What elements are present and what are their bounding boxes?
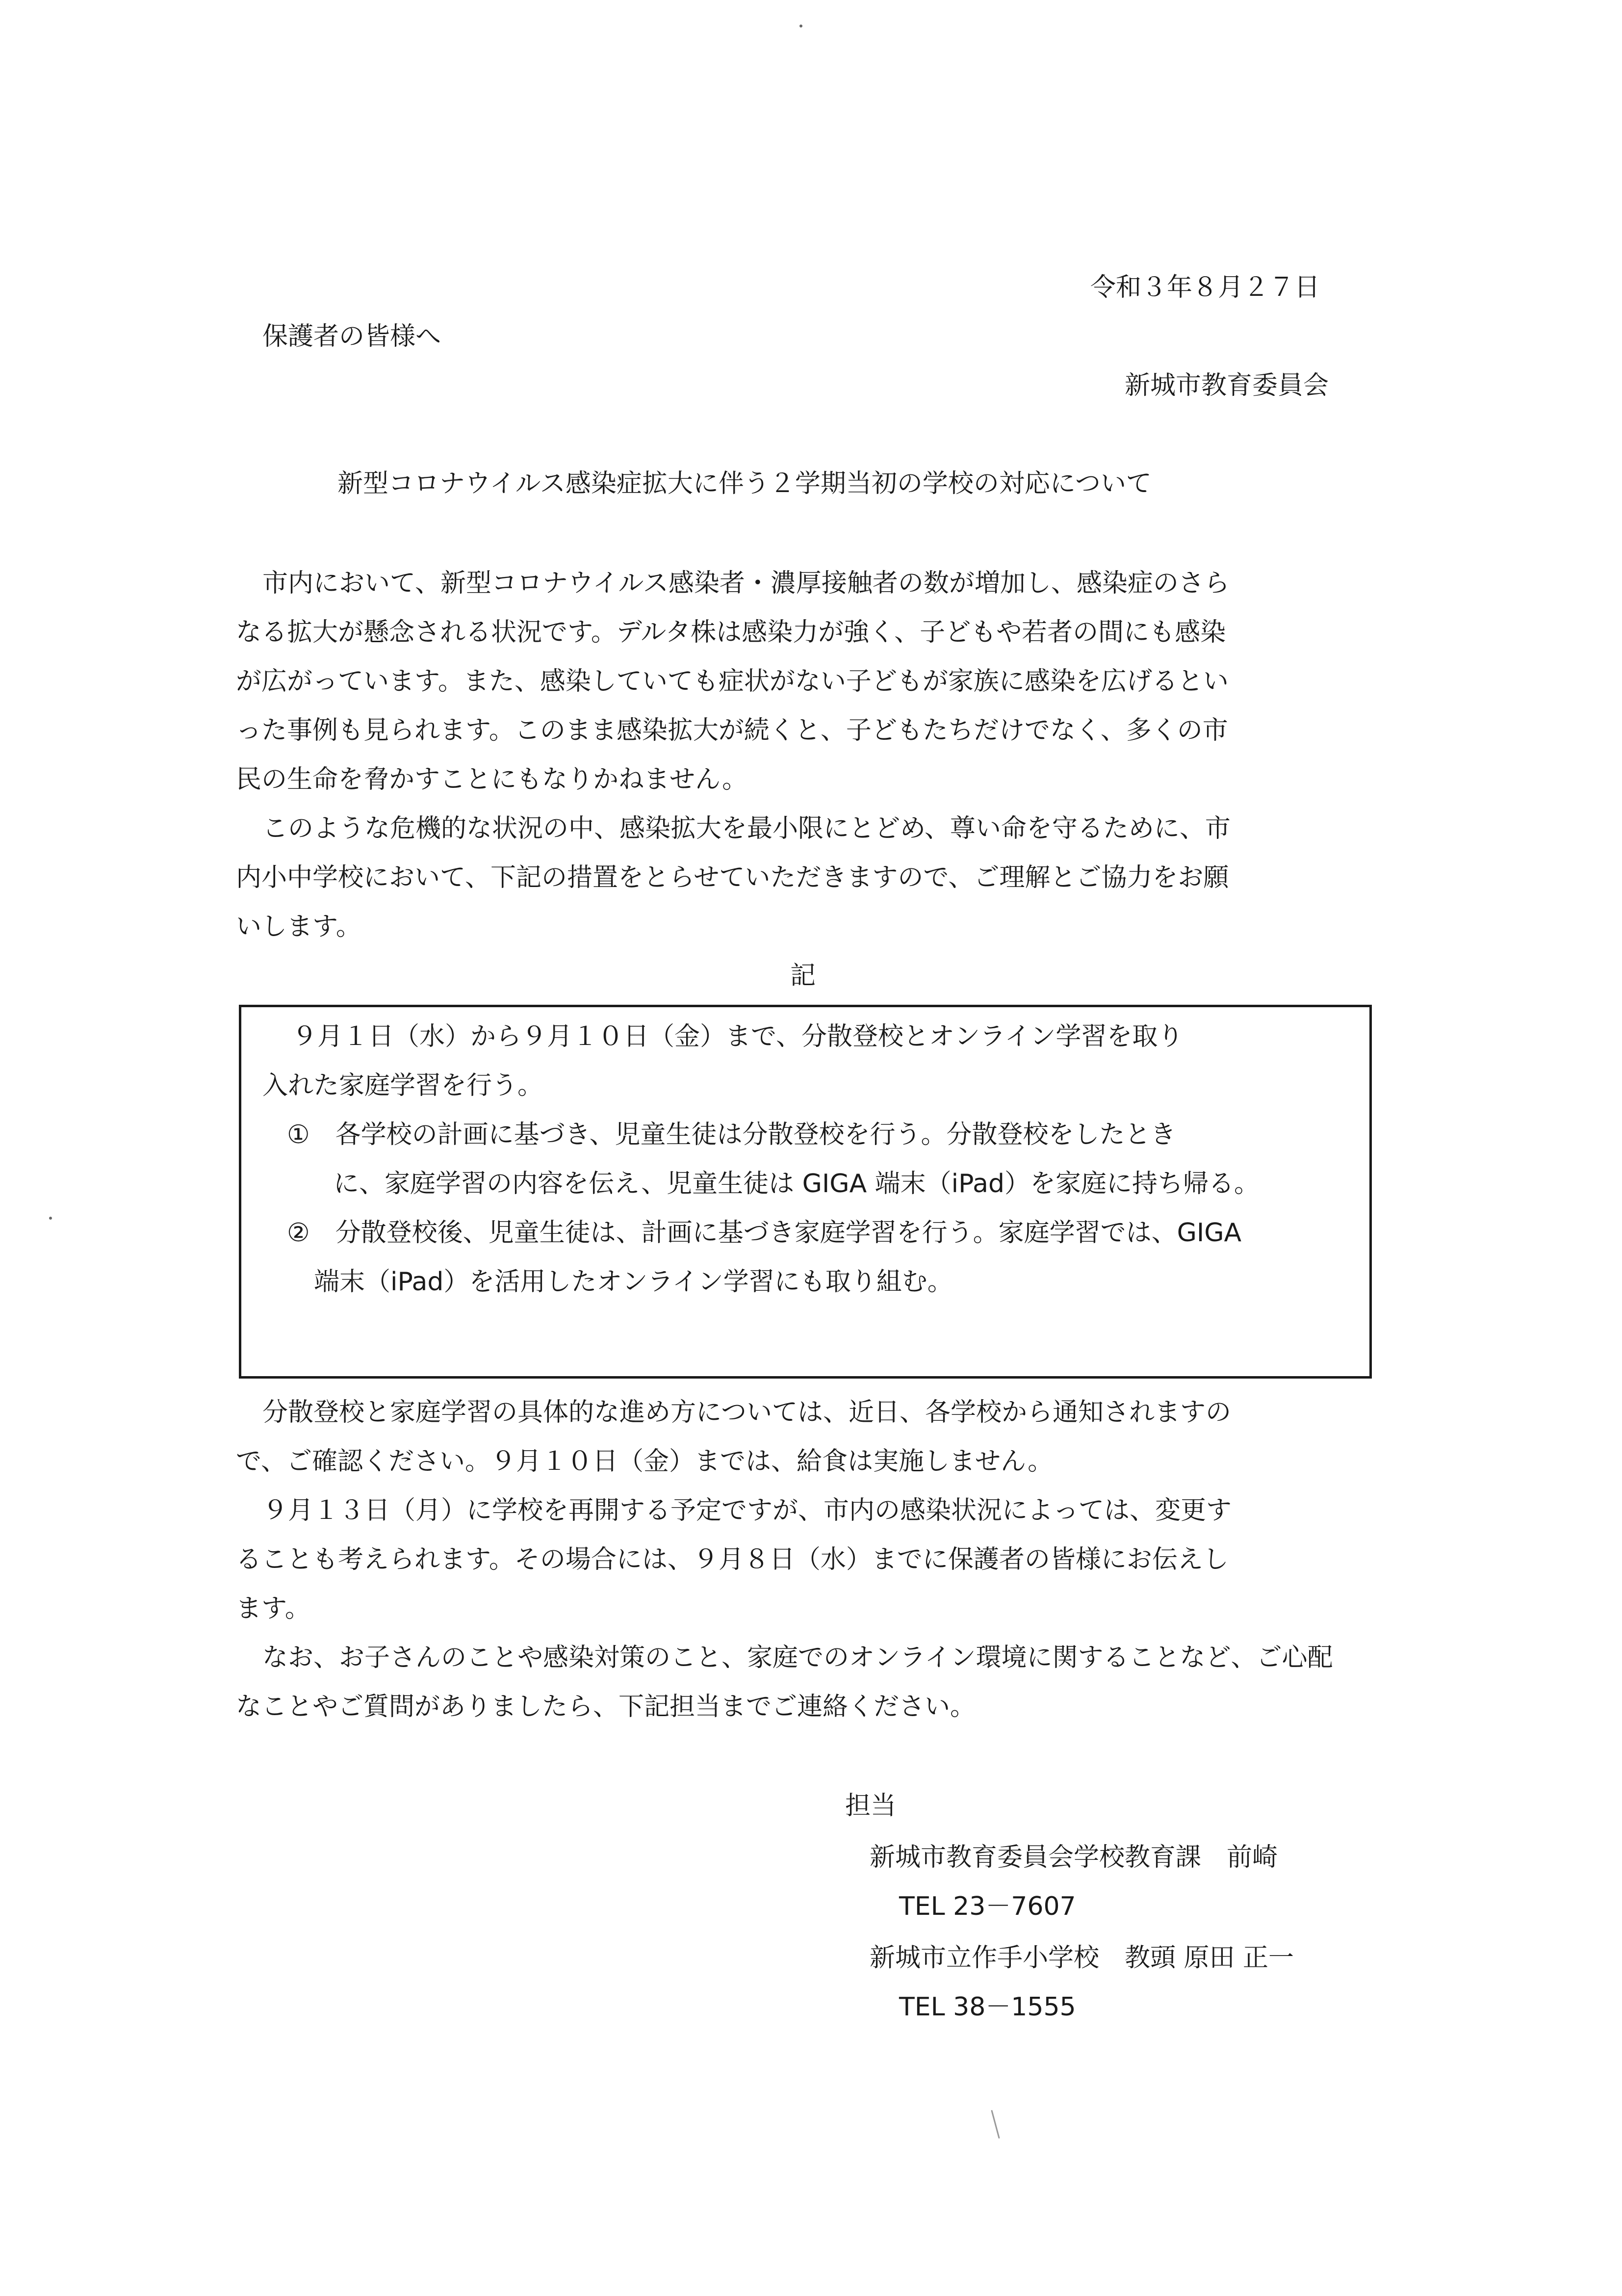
measures-line: 入れた家庭学習を行う。	[262, 1071, 543, 1100]
document-date: 令和３年８月２７日	[1090, 273, 1320, 302]
body-line: で、ご確認ください。９月１０日（金）までは、給食は実施しません。	[236, 1447, 1054, 1476]
intro-line: 市内において、新型コロナウイルス感染者・濃厚接触者の数が増加し、感染症のさら	[262, 569, 1230, 598]
sender-organization: 新城市教育委員会	[1125, 371, 1329, 400]
scan-mark	[991, 2110, 1000, 2139]
body-line: 分散登校と家庭学習の具体的な進め方については、近日、各学校から通知されますの	[262, 1398, 1231, 1427]
contact-heading: 担当	[845, 1791, 897, 1821]
contact-tel-2: TEL 38－1555	[899, 1992, 1076, 2022]
body-line: なことやご質問がありましたら、下記担当までご連絡ください。	[236, 1692, 976, 1722]
intro-line: 民の生命を脅かすことにもなりかねません。	[236, 765, 748, 794]
measures-line: ９月１日（水）から９月１０日（金）まで、分散登校とオンライン学習を取り	[292, 1022, 1184, 1051]
body-line: ９月１３日（月）に学校を再開する予定ですが、市内の感染状況によっては、変更す	[262, 1496, 1232, 1525]
body-line: なお、お子さんのことや感染対策のこと、家庭でのオンライン環境に関することなど、ご心配	[262, 1643, 1333, 1672]
recipient-line: 保護者の皆様へ	[262, 322, 441, 351]
contact-office-2: 新城市立作手小学校 教頭 原田 正一	[870, 1943, 1294, 1973]
measures-item-2: ② 分散登校後、児童生徒は、計画に基づき家庭学習を行う。家庭学習では、GIGA	[287, 1218, 1242, 1248]
intro-line: が広がっています。また、感染していても症状がない子どもが家族に感染を広げるとい	[236, 667, 1229, 696]
body-line: ます。	[236, 1594, 310, 1623]
intro-line: このような危機的な状況の中、感染拡大を最小限にとどめ、尊い命を守るために、市	[262, 814, 1231, 843]
intro-line: なる拡大が懸念される状況です。デルタ株は感染力が強く、子どもや若者の間にも感染	[236, 618, 1226, 647]
measures-item-1-cont: に、家庭学習の内容を伝え、児童生徒は GIGA 端末（iPad）を家庭に持ち帰る。	[334, 1169, 1260, 1199]
document-title: 新型コロナウイルス感染症拡大に伴う２学期当初の学校の対応について	[337, 469, 1152, 498]
measures-item-1: ① 各学校の計画に基づき、児童生徒は分散登校を行う。分散登校をしたとき	[287, 1120, 1176, 1149]
contact-office-1: 新城市教育委員会学校教育課 前崎	[870, 1843, 1278, 1872]
scan-speck	[799, 25, 802, 27]
intro-line: いします。	[236, 912, 361, 941]
contact-tel-1: TEL 23－7607	[899, 1892, 1076, 1921]
body-line: ることも考えられます。その場合には、９月８日（水）までに保護者の皆様にお伝えし	[236, 1545, 1229, 1574]
intro-line: った事例も見られます。このまま感染拡大が続くと、子どもたちだけでなく、多くの市	[236, 716, 1228, 745]
measures-item-2-cont: 端末（iPad）を活用したオンライン学習にも取り組む。	[314, 1267, 953, 1297]
intro-line: 内小中学校において、下記の措置をとらせていただきますので、ご理解とご協力をお願	[236, 863, 1229, 892]
ki-heading: 記	[790, 961, 816, 991]
scan-speck	[49, 1217, 52, 1220]
